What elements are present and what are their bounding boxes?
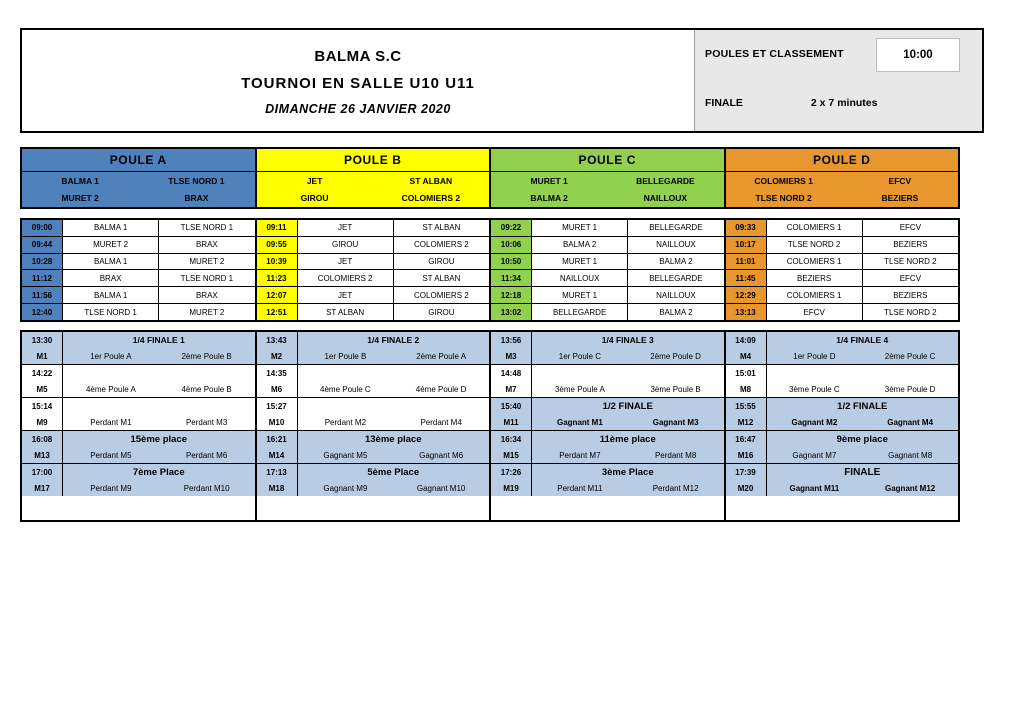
match-team-home: MURET 2 <box>63 237 159 253</box>
match-team-away: ST ALBAN <box>422 223 461 233</box>
match-time: 12:40 <box>22 304 63 320</box>
knockout-match-id: M9 <box>36 417 48 427</box>
pool-b-row-2 <box>257 190 490 208</box>
knockout-time: 13:43 <box>266 335 287 345</box>
knockout-match-id: M7 <box>505 384 517 394</box>
match-row <box>257 287 490 304</box>
match-team-home: COLOMIERS 1 <box>767 220 863 236</box>
final-label: FINALE <box>705 97 743 109</box>
knockout-team-away: Gagnant M12 <box>885 483 936 493</box>
match-time: 09:22 <box>491 220 532 236</box>
knockout-match-id: M14 <box>268 450 285 460</box>
knockout-team-home: Perdant M1 <box>90 417 132 427</box>
knockout-team-home: 4ème Poule C <box>320 384 371 394</box>
knockout-time: 15:27 <box>266 401 287 411</box>
start-time-box: 10:00 <box>876 38 960 72</box>
match-row <box>491 254 724 271</box>
match-team-away: MURET 2 <box>189 307 225 317</box>
knockout-team-away: Perdant M6 <box>185 450 228 460</box>
knockout-match-id: M4 <box>739 351 752 361</box>
pool-b-title: POULE B <box>257 149 490 172</box>
pool-c-row-2 <box>491 190 724 208</box>
pool-d-team-4: BEZIERS <box>881 193 919 204</box>
match-team-away: NAILLOUX <box>656 240 696 250</box>
match-time: 12:18 <box>491 287 532 303</box>
knockout-time: 16:34 <box>500 434 522 444</box>
knockout-match-id: M20 <box>737 483 754 493</box>
knockout-block <box>491 464 724 496</box>
match-team-home: COLOMIERS 1 <box>767 254 863 270</box>
match-time: 12:29 <box>726 287 767 303</box>
knockout-time: 17:26 <box>500 467 522 477</box>
match-row <box>22 220 255 237</box>
pool-b <box>257 149 492 207</box>
match-team-home: JET <box>298 220 394 236</box>
knockout-match-id: M12 <box>737 417 754 427</box>
pool-b-team-3: GIROU <box>300 193 329 204</box>
match-time: 11:45 <box>726 270 767 286</box>
match-team-away: EFCV <box>899 273 922 283</box>
knockout-title: 1/2 FINALE <box>602 400 653 412</box>
knockout-block <box>22 431 255 464</box>
match-time: 11:23 <box>257 270 298 286</box>
match-team-home: BALMA 1 <box>63 254 159 270</box>
knockout-title: 11ème place <box>599 433 656 445</box>
knockout-title: 3ème Place <box>601 466 654 478</box>
knockout-block <box>726 365 959 398</box>
pool-a-team-1: BALMA 1 <box>61 175 99 186</box>
final-duration: 2 x 7 minutes <box>810 97 878 109</box>
match-team-away: BALMA 2 <box>659 307 693 317</box>
knockout-team-home: 4ème Poule A <box>85 384 136 394</box>
match-team-away: EFCV <box>899 223 922 233</box>
pool-c-title: POULE C <box>491 149 724 172</box>
knockout-title: 5ème Place <box>367 466 420 478</box>
knockout-team-home: Gagnant M2 <box>791 417 838 427</box>
match-team-home: BRAX <box>63 270 159 286</box>
match-row <box>257 237 490 254</box>
knockout-stage <box>20 330 960 522</box>
match-team-away: BELLEGARDE <box>649 223 703 233</box>
pool-a-team-4: BRAX <box>184 193 209 204</box>
tournament-title: TOURNOI EN SALLE U10 U11 <box>241 74 475 92</box>
knockout-team-away: Perdant M4 <box>420 417 462 427</box>
knockout-title <box>298 398 490 414</box>
match-team-home: JET <box>298 254 394 270</box>
match-team-away: ST ALBAN <box>422 273 461 283</box>
knockout-team-away: Perdant M3 <box>185 417 228 427</box>
pool-c-team-1: MURET 1 <box>530 175 568 186</box>
match-time: 09:00 <box>22 220 63 236</box>
knockout-time: 17:39 <box>735 467 756 477</box>
knockout-team-away: Perdant M10 <box>183 483 230 493</box>
pool-d <box>726 149 959 207</box>
knockout-block <box>726 332 959 365</box>
knockout-team-home: Perdant M2 <box>324 417 367 427</box>
knockout-column-1 <box>22 332 257 520</box>
knockout-title: FINALE <box>844 466 881 478</box>
knockout-team-away: Gagnant M10 <box>416 483 466 493</box>
match-row <box>491 304 724 320</box>
match-row <box>22 237 255 254</box>
knockout-team-away: 4ème Poule D <box>415 384 467 394</box>
match-team-home: COLOMIERS 2 <box>298 270 394 286</box>
knockout-match-id: M2 <box>270 351 283 361</box>
match-row <box>726 304 959 320</box>
match-team-away: GIROU <box>428 307 455 317</box>
match-team-away: TLSE NORD 1 <box>180 223 234 233</box>
match-time: 09:33 <box>726 220 767 236</box>
match-team-home: MURET 1 <box>532 287 628 303</box>
knockout-block <box>726 464 959 496</box>
knockout-team-home: 1er Poule C <box>558 351 601 361</box>
pool-d-team-3: TLSE NORD 2 <box>755 193 812 204</box>
knockout-block <box>491 365 724 398</box>
knockout-title <box>767 365 959 381</box>
knockout-team-away: 2ème Poule A <box>416 351 467 361</box>
knockout-team-home: Perdant M5 <box>90 450 132 460</box>
matches-pool-c <box>491 220 726 320</box>
matches-pool-b <box>257 220 492 320</box>
knockout-block <box>257 464 490 496</box>
match-team-away: MURET 2 <box>189 257 225 267</box>
knockout-time: 14:35 <box>266 368 287 378</box>
header-titles <box>22 30 694 131</box>
match-row <box>491 287 724 304</box>
match-team-away: BELLEGARDE <box>649 273 703 283</box>
match-row <box>257 304 490 320</box>
knockout-match-id: M3 <box>505 351 517 361</box>
match-team-away: BALMA 2 <box>659 257 693 267</box>
match-time: 11:12 <box>22 270 63 286</box>
knockout-time: 15:55 <box>735 401 756 411</box>
match-team-home: TLSE NORD 2 <box>767 237 863 253</box>
match-row <box>491 237 724 254</box>
match-row <box>726 287 959 304</box>
knockout-team-away: Gagnant M3 <box>652 417 699 427</box>
knockout-team-home: Gagnant M5 <box>323 450 368 460</box>
club-name: BALMA S.C <box>314 47 402 65</box>
knockout-team-home: 1er Poule D <box>793 351 836 361</box>
match-time: 12:07 <box>257 287 298 303</box>
match-time: 09:11 <box>257 220 298 236</box>
match-time: 10:39 <box>257 254 298 270</box>
match-team-away: TLSE NORD 1 <box>180 273 234 283</box>
pool-b-team-1: JET <box>306 175 323 186</box>
match-time: 10:28 <box>22 254 63 270</box>
knockout-team-away: 2ème Poule C <box>884 351 936 361</box>
matches-pool-d <box>726 220 959 320</box>
knockout-title <box>63 398 255 414</box>
match-row <box>257 270 490 287</box>
knockout-title: 7ème Place <box>132 466 185 478</box>
match-team-home: ST ALBAN <box>298 304 394 320</box>
knockout-block <box>491 398 724 431</box>
knockout-team-away: Perdant M12 <box>652 483 699 493</box>
knockout-team-away: Perdant M8 <box>654 450 697 460</box>
match-team-away: BEZIERS <box>893 290 928 300</box>
knockout-match-id: M1 <box>36 351 48 361</box>
match-team-away: COLOMIERS 2 <box>414 240 469 250</box>
final-info-row <box>695 86 982 120</box>
match-team-home: GIROU <box>298 237 394 253</box>
match-row <box>257 220 490 237</box>
knockout-team-away: 2ème Poule D <box>650 351 701 361</box>
pool-c-team-3: BALMA 2 <box>530 193 568 204</box>
match-team-home: BALMA 1 <box>63 287 159 303</box>
pool-a-team-2: TLSE NORD 1 <box>168 175 225 186</box>
knockout-column-2 <box>257 332 492 520</box>
matches-pool-a <box>22 220 257 320</box>
knockout-title: 1/2 FINALE <box>837 400 888 412</box>
match-team-home: BALMA 1 <box>63 220 159 236</box>
match-team-home: COLOMIERS 1 <box>767 287 863 303</box>
match-team-home: MURET 1 <box>532 220 628 236</box>
match-team-away: TLSE NORD 2 <box>884 257 937 267</box>
knockout-block <box>726 431 959 464</box>
match-team-away: TLSE NORD 2 <box>884 307 937 317</box>
header-panel <box>20 28 984 133</box>
knockout-title: 15ème place <box>130 433 187 445</box>
pool-a-row-1 <box>22 172 255 190</box>
match-team-away: GIROU <box>428 257 455 267</box>
match-team-home: BALMA 2 <box>532 237 628 253</box>
knockout-block <box>257 398 490 431</box>
pool-d-row-1 <box>726 172 959 190</box>
knockout-block <box>491 332 724 365</box>
match-team-away: COLOMIERS 2 <box>414 290 469 300</box>
pool-a-title: POULE A <box>22 149 255 172</box>
knockout-team-away: 3ème Poule D <box>884 384 936 394</box>
knockout-title <box>298 365 490 381</box>
match-row <box>726 254 959 271</box>
knockout-match-id: M16 <box>737 450 754 460</box>
match-row <box>726 220 959 237</box>
pools-classification-label: POULES ET CLASSEMENT <box>705 48 844 60</box>
pool-b-team-4: COLOMIERS 2 <box>401 193 461 204</box>
knockout-team-home: Gagnant M9 <box>323 483 368 493</box>
match-team-home: EFCV <box>767 304 863 320</box>
knockout-block <box>22 365 255 398</box>
match-team-home: BELLEGARDE <box>532 304 628 320</box>
pool-d-team-1: COLOMIERS 1 <box>754 175 813 186</box>
knockout-block <box>22 398 255 431</box>
knockout-team-home: 1er Poule A <box>90 351 132 361</box>
match-time: 13:02 <box>491 304 532 320</box>
knockout-time: 16:08 <box>31 434 53 444</box>
group-stage-matches <box>20 218 960 322</box>
pool-a <box>22 149 257 207</box>
match-team-home: MURET 1 <box>532 254 628 270</box>
match-row <box>491 270 724 287</box>
match-time: 11:34 <box>491 270 532 286</box>
knockout-team-away: 4ème Poule B <box>181 384 232 394</box>
match-time: 09:55 <box>257 237 298 253</box>
knockout-team-away: 3ème Poule B <box>650 384 701 394</box>
knockout-title <box>532 365 724 381</box>
knockout-match-id: M13 <box>34 450 50 460</box>
knockout-team-home: 3ème Poule C <box>789 384 840 394</box>
knockout-team-home: Perdant M9 <box>90 483 132 493</box>
knockout-team-away: Gagnant M8 <box>888 450 933 460</box>
knockout-column-3 <box>491 332 726 520</box>
pool-d-title: POULE D <box>726 149 959 172</box>
match-time: 13:13 <box>726 304 767 320</box>
knockout-team-away: Gagnant M6 <box>419 450 464 460</box>
pool-c-team-2: BELLEGARDE <box>636 175 695 186</box>
match-team-home: JET <box>298 287 394 303</box>
knockout-time: 16:21 <box>266 434 287 444</box>
match-row <box>491 220 724 237</box>
knockout-match-id: M8 <box>739 384 752 394</box>
pool-d-row-2 <box>726 190 959 208</box>
knockout-title <box>63 365 255 381</box>
knockout-block <box>257 365 490 398</box>
header-info-panel <box>694 30 982 131</box>
match-row <box>257 254 490 271</box>
pool-c <box>491 149 726 207</box>
match-row <box>726 270 959 287</box>
pool-c-row-1 <box>491 172 724 190</box>
knockout-block <box>257 332 490 365</box>
match-team-away: NAILLOUX <box>656 290 696 300</box>
knockout-team-home: 3ème Poule A <box>554 384 605 394</box>
knockout-match-id: M6 <box>270 384 283 394</box>
knockout-title: 9ème place <box>836 433 888 445</box>
knockout-title: 1/4 FINALE 2 <box>367 335 420 345</box>
knockout-team-home: Gagnant M7 <box>792 450 837 460</box>
knockout-team-home: Gagnant M1 <box>556 417 603 427</box>
knockout-time: 13:56 <box>500 335 522 345</box>
knockout-column-4 <box>726 332 959 520</box>
match-team-home: NAILLOUX <box>532 270 628 286</box>
knockout-block <box>491 431 724 464</box>
knockout-time: 15:01 <box>735 368 756 378</box>
pool-a-row-2 <box>22 190 255 208</box>
knockout-match-id: M19 <box>503 483 519 493</box>
knockout-match-id: M10 <box>268 417 285 427</box>
knockout-time: 14:22 <box>31 368 53 378</box>
knockout-match-id: M11 <box>503 417 519 427</box>
match-time: 11:56 <box>22 287 63 303</box>
knockout-team-home: Perdant M7 <box>559 450 601 460</box>
knockout-time: 13:30 <box>31 335 53 345</box>
knockout-time: 16:47 <box>735 434 756 444</box>
match-row <box>22 287 255 304</box>
match-row <box>22 254 255 271</box>
knockout-block <box>22 464 255 496</box>
knockout-title: 1/4 FINALE 4 <box>836 335 889 345</box>
knockout-team-away: Gagnant M4 <box>887 417 934 427</box>
match-time: 10:17 <box>726 237 767 253</box>
knockout-match-id: M15 <box>503 450 519 460</box>
match-time: 10:50 <box>491 254 532 270</box>
knockout-time: 14:09 <box>735 335 756 345</box>
knockout-block <box>22 332 255 365</box>
match-team-away: BRAX <box>195 290 218 300</box>
match-time: 11:01 <box>726 254 767 270</box>
pool-b-row-1 <box>257 172 490 190</box>
match-row <box>22 270 255 287</box>
match-time: 09:44 <box>22 237 63 253</box>
knockout-time: 14:48 <box>500 368 522 378</box>
knockout-title: 1/4 FINALE 1 <box>132 335 185 345</box>
knockout-match-id: M17 <box>34 483 50 493</box>
knockout-team-home: Perdant M11 <box>557 483 603 493</box>
knockout-block <box>257 431 490 464</box>
match-team-away: BEZIERS <box>893 240 928 250</box>
match-team-home: BEZIERS <box>767 270 863 286</box>
match-team-home: TLSE NORD 1 <box>63 304 159 320</box>
knockout-time: 15:40 <box>500 401 522 411</box>
match-row <box>726 237 959 254</box>
pools-header <box>20 147 960 209</box>
match-time: 12:51 <box>257 304 298 320</box>
match-row <box>22 304 255 320</box>
pool-c-team-4: NAILLOUX <box>643 193 688 204</box>
knockout-team-away: 2ème Poule B <box>181 351 232 361</box>
knockout-match-id: M5 <box>36 384 48 394</box>
knockout-team-home: Gagnant M11 <box>789 483 840 493</box>
knockout-time: 15:14 <box>31 401 53 411</box>
match-team-away: BRAX <box>195 240 218 250</box>
knockout-time: 17:13 <box>266 467 287 477</box>
pool-b-team-2: ST ALBAN <box>409 175 453 186</box>
knockout-time: 17:00 <box>31 467 53 477</box>
knockout-title: 13ème place <box>364 433 422 445</box>
tournament-date: DIMANCHE 26 JANVIER 2020 <box>265 101 451 116</box>
match-time: 10:06 <box>491 237 532 253</box>
pool-d-team-2: EFCV <box>888 175 912 186</box>
pool-a-team-3: MURET 2 <box>61 193 99 204</box>
knockout-match-id: M18 <box>268 483 285 493</box>
knockout-block <box>726 398 959 431</box>
knockout-team-home: 1er Poule B <box>324 351 367 361</box>
knockout-title: 1/4 FINALE 3 <box>601 335 654 345</box>
